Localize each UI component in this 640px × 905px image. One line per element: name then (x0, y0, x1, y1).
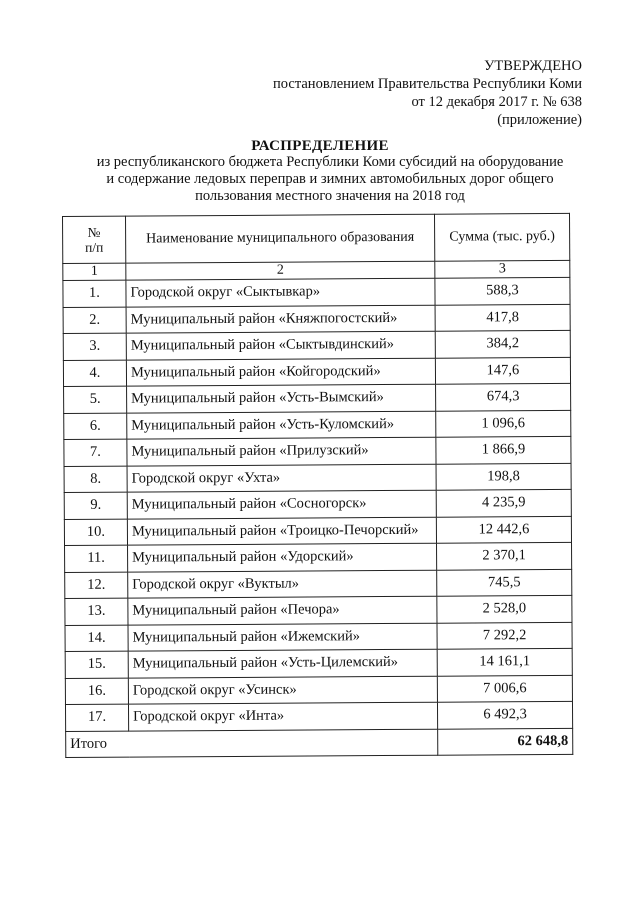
column-number: 3 (435, 260, 570, 278)
approval-title: УТВЕРЖДЕНО (484, 58, 582, 74)
row-name: Муниципальный район «Усть-Вымский» (127, 384, 436, 412)
row-number: 3. (63, 333, 126, 360)
row-sum: 4 235,9 (436, 489, 571, 516)
row-number: 17. (65, 704, 128, 731)
row-sum: 147,6 (435, 357, 570, 384)
row-sum: 2 370,1 (437, 542, 572, 569)
total-row (66, 728, 573, 758)
row-name: Городской округ «Сыктывкар» (126, 278, 435, 306)
row-sum: 6 492,3 (437, 701, 572, 728)
table-row (65, 701, 572, 731)
row-number: 9. (64, 492, 127, 519)
table-row (65, 595, 572, 625)
row-number: 14. (65, 625, 128, 652)
row-name: Муниципальный район «Прилузский» (127, 437, 436, 465)
table-row (65, 675, 572, 705)
row-name: Муниципальный район «Усть-Куломский» (127, 411, 436, 439)
header-name: Наименование муниципального образования (126, 214, 435, 263)
header-num (63, 216, 126, 263)
table-row (65, 569, 572, 599)
row-name: Муниципальный район «Троицко-Печорский» (127, 517, 436, 545)
total-label: Итого (66, 729, 438, 758)
row-sum: 1 866,9 (436, 436, 571, 463)
row-sum: 588,3 (435, 277, 570, 304)
table-row (64, 489, 571, 519)
row-name: Муниципальный район «Сыктывдинский» (126, 331, 435, 359)
row-number: 11. (65, 545, 128, 572)
row-number: 16. (65, 678, 128, 705)
table-row (64, 516, 571, 546)
row-sum: 12 442,6 (436, 516, 571, 543)
approval-note: (приложение) (497, 112, 582, 128)
total-sum: 62 648,8 (438, 728, 573, 755)
row-sum: 198,8 (436, 463, 571, 490)
row-number: 2. (63, 307, 126, 334)
row-name: Муниципальный район «Удорский» (128, 543, 437, 571)
table-row (64, 410, 571, 440)
row-number: 12. (65, 572, 128, 599)
header-num-abbr: п/п (85, 239, 104, 255)
row-number: 7. (64, 439, 127, 466)
row-sum: 2 528,0 (437, 595, 572, 622)
approval-stamp (273, 57, 582, 129)
row-number: 15. (65, 651, 128, 678)
row-sum: 1 096,6 (436, 410, 571, 437)
row-sum: 14 161,1 (437, 648, 572, 675)
approval-issuer: постановлением Правительства Республики Коми (273, 76, 582, 92)
row-name: Городской округ «Ухта» (127, 464, 436, 492)
table-row (65, 622, 572, 652)
document-subtitle (70, 154, 590, 205)
row-number: 10. (64, 519, 127, 546)
table-row (63, 330, 570, 360)
row-name: Муниципальный район «Княжпогостский» (126, 305, 435, 333)
row-name: Городской округ «Инта» (128, 702, 437, 730)
row-name: Городской округ «Усинск» (128, 676, 437, 704)
distribution-table (62, 213, 573, 758)
row-name: Муниципальный район «Сосногорск» (127, 490, 436, 518)
header-num-sign: № (87, 224, 101, 240)
approval-date: от 12 декабря 2017 г. № 638 (411, 94, 582, 110)
row-sum: 7 006,6 (437, 675, 572, 702)
row-sum: 745,5 (437, 569, 572, 596)
row-sum: 417,8 (435, 304, 570, 331)
header-sum: Сумма (тыс. руб.) (434, 213, 569, 261)
row-sum: 7 292,2 (437, 622, 572, 649)
row-number: 8. (64, 466, 127, 493)
document-title: РАСПРЕДЕЛЕНИЕ (251, 138, 389, 154)
row-name: Муниципальный район «Койгородский» (126, 358, 435, 386)
table-row (64, 463, 571, 493)
row-name: Муниципальный район «Печора» (128, 596, 437, 624)
table-row (63, 277, 570, 307)
table-row (63, 357, 570, 387)
row-number: 6. (64, 413, 127, 440)
column-number: 1 (63, 263, 126, 280)
subtitle-line: и содержание ледовых переправ и зимних автомобильных дорог общего (106, 171, 554, 187)
row-number: 4. (63, 360, 126, 387)
row-number: 5. (64, 386, 127, 413)
row-name: Городской округ «Вуктыл» (128, 570, 437, 598)
table-row (64, 436, 571, 466)
row-number: 13. (65, 598, 128, 625)
table-row (64, 383, 571, 413)
column-number: 2 (126, 261, 435, 280)
row-number: 1. (63, 280, 126, 307)
row-name: Муниципальный район «Ижемский» (128, 623, 437, 651)
table-row (65, 648, 572, 678)
row-name: Муниципальный район «Усть-Цилемский» (128, 649, 437, 677)
table-row (65, 542, 572, 572)
table-row (63, 304, 570, 334)
subtitle-line: из республиканского бюджета Республики Коми субсидий на оборудование (96, 154, 564, 170)
row-sum: 674,3 (436, 383, 571, 410)
table-header-row (63, 213, 570, 263)
row-sum: 384,2 (435, 330, 570, 357)
subtitle-line: пользования местного значения на 2018 год (195, 188, 465, 204)
